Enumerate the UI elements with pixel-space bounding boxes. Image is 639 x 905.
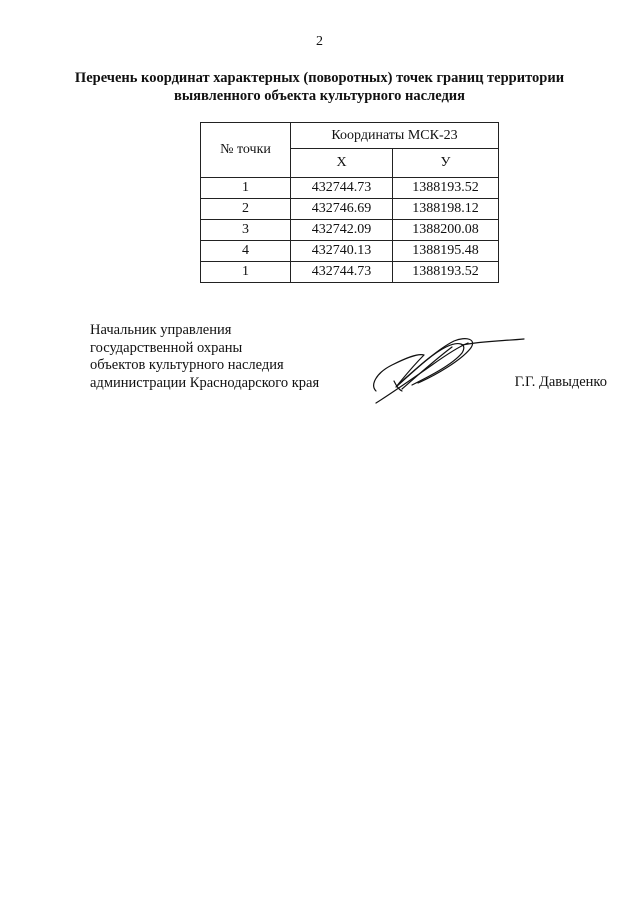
title-line-2: выявленного объекта культурного наследия [173,88,465,104]
cell-point: 4 [201,241,291,262]
table-row [201,262,499,283]
table-row [201,178,499,199]
table-row [201,199,499,220]
cell-y: 1388193.52 [393,178,499,199]
cell-point: 3 [201,220,291,241]
document-title [40,69,599,105]
cell-y: 1388200.08 [393,220,499,241]
table-row [201,241,499,262]
signer-position-line: Начальник управления [90,322,232,338]
cell-point: 1 [201,178,291,199]
cell-x: 432744.73 [291,178,393,199]
signer-position [90,322,319,392]
cell-point: 2 [201,199,291,220]
cell-x: 432740.13 [291,241,393,262]
signer-position-line: государственной охраны [90,339,243,356]
signer-name: Г.Г. Давыденко [514,374,607,390]
cell-y: 1388193.52 [393,262,499,283]
header-y: У [393,149,499,178]
handwritten-signature [366,333,531,408]
header-x: Х [291,149,393,178]
header-point-number: № точки [201,123,291,178]
header-coordinates: Координаты МСК-23 [291,123,499,149]
cell-x: 432742.09 [291,220,393,241]
coordinates-table [200,122,499,283]
signer-position-line: объектов культурного наследия [90,357,284,373]
cell-x: 432746.69 [291,199,393,220]
title-line-1: Перечень координат характерных (поворотных) точек границ территории [74,70,565,86]
table-header-row [201,123,499,149]
cell-y: 1388198.12 [393,199,499,220]
cell-y: 1388195.48 [393,241,499,262]
page-number: 2 [316,34,323,49]
signer-position-line: администрации Краснодарского края [90,374,320,391]
cell-x: 432744.73 [291,262,393,283]
table-row [201,220,499,241]
cell-point: 1 [201,262,291,283]
